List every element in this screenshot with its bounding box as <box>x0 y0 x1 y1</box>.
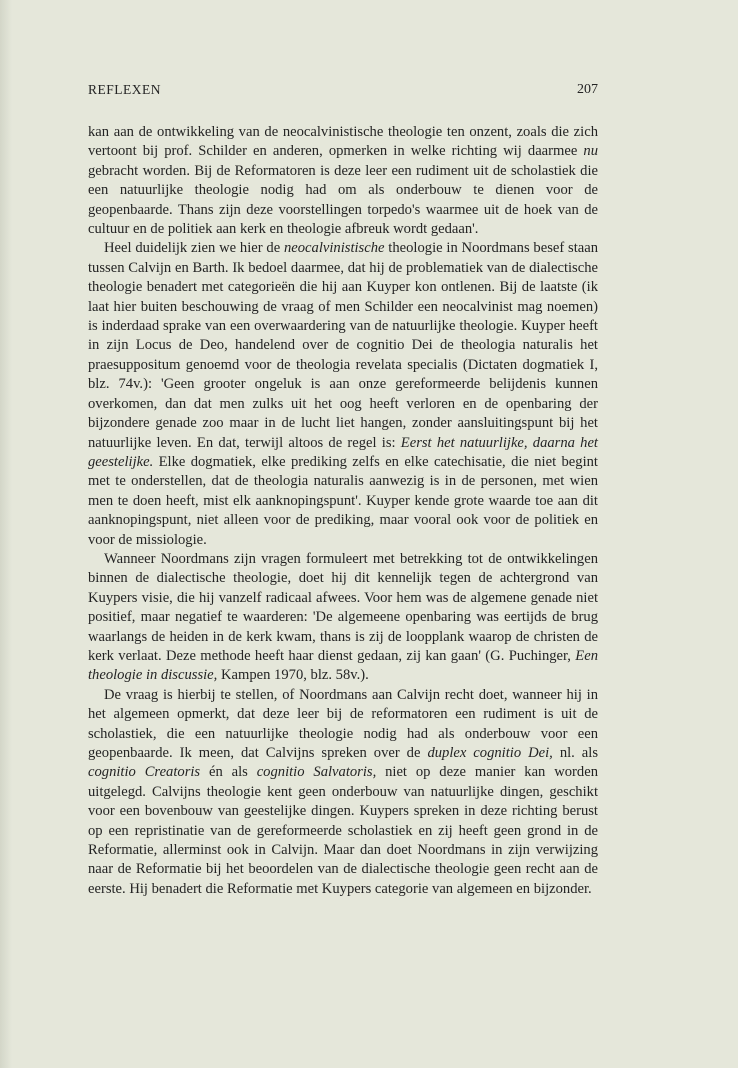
text-run: Elke dogmatiek, elke prediking zelfs en elke catechisatie, die niet begint met te onderstellen, dat de theologia naturalis aanwezig is in de personen, met wien men te doen heeft, mist elk aanknopingspunt'. Kuyper kende grote waarde toe aan dit aanknopingspunt, niet alleen voor de prediking, maar vooral ook voor de politiek en voor de missiologie. <box>88 453 598 548</box>
italic-text: Eerst het natuurlijke, daarna het geestelijke. <box>88 434 598 470</box>
text-run: niet op deze manier kan worden uitgelegd. Calvijns theologie kent geen onderbouw van natuurlijke dingen, geschikt voor een bovenbouw van geestelijke dingen. Kuypers spreken in deze richting berust op een repristinatie van de gereformeerde scholastiek en zij heeft geen grond in de Reformatie, allerminst ook in Calvijn. Maar dan doet Noordmans in zijn verwijzing naar de Reformatie bij het beoordelen van de dialectische theologie geen recht aan de eerste. Hij benadert die Reformatie met Kuypers categorie van algemeen en bijzonder. <box>88 764 598 897</box>
italic-text: cognitio Salvatoris, <box>256 764 377 781</box>
italic-text: duplex cognitio Dei, <box>427 745 553 761</box>
page-header <box>88 82 598 102</box>
text-run: Wanneer Noordmans zijn vragen formuleert met betrekking tot de ontwikkelingen binnen de dialectische theologie, doet hij dit kennelijk tegen de achtergrond van Kuypers visie, die hij vanzelf radicaal afwees. Voor hem was de algemene genade niet positief, maar negatief te waarderen: 'De algemeene openbaring was eertijds de brug waarlangs de heiden in de kerk kwam, thans is zij de loopplank waarop de christen de kerk verlaat. Deze methode heeft haar dienst gedaan, zij kan gaan' (G. Puchinger, <box>88 550 598 664</box>
italic-text: cognitio Creatoris <box>88 764 201 781</box>
page-shadow-edge <box>0 0 12 1068</box>
page-number: 207 <box>577 82 598 97</box>
text-run: theologie in Noordmans besef staan tussen Calvijn en Barth. Ik bedoel daarmee, dat hij de problematiek van de dialectische theologie benadert met categorieën die hij aan Kuyper kon ontlenen. Bij de laatste (ik laat hier buiten beschouwing de vraag of men Schilder een neocalvinist mag noemen) is inderdaad sprake van een overwaardering van de natuurlijke theologie. Kuyper heeft in zijn Locus de Deo, handelend over de cognitio Dei de theologia naturalis het praesuppositum genoemd voor de theologia revelata specialis (Dictaten dogmatiek I, blz. 74v.): 'Geen grooter ongeluk is aan onze gereformeerde belijdenis kunnen overkomen, dan dat men zulks uit het oog heeft verloren en de openbaring der bijzondere genade zoo maar in de lucht liet hangen, zonder aansluitingspunt bij het natuurlijke leven. En dat, terwijl altoos de regel is: <box>88 240 598 451</box>
paragraph <box>88 123 598 239</box>
italic-text: neocalvinistische <box>283 240 385 257</box>
running-head: REFLEXEN <box>88 82 161 97</box>
text-run: De vraag is hierbij te stellen, of Noordmans aan Calvijn recht doet, wanneer hij in het algemeen opmerkt, dat deze leer bij de reformatoren een rudiment is uit de scholastiek, die een natuurlijke theologie nodig had als onderbouw voor een geopenbaarde. Ik meen, dat Calvijns spreken over de <box>88 686 598 761</box>
text-run: nl. als <box>552 745 599 761</box>
text-run: Heel duidelijk zien we hier de <box>104 240 284 257</box>
text-run: gebracht worden. Bij de Reformatoren is deze leer een rudiment uit de scholastiek die een natuurlijke theologie nodig had om als onderbouw te dienen voor de geopenbaarde. Thans zijn deze voorstellingen torpedo's waarmee uit de hoek van de cultuur en de politiek aan kerk en theologie afbreuk wordt gedaan'. <box>88 162 598 238</box>
italic-text: nu <box>583 143 598 160</box>
paragraph <box>88 686 598 899</box>
paragraph <box>88 550 598 686</box>
text-run: Kampen 1970, blz. 58v.). <box>217 667 369 684</box>
body-text <box>88 123 598 899</box>
paragraph <box>88 239 598 550</box>
text-run: kan aan de ontwikkeling van de neocalvinistische theologie ten onzent, zoals die zich vertoont bij prof. Schilder en anderen, opmerken in welke richting wij daarmee <box>88 124 598 160</box>
italic-text: Een theologie in discussie, <box>88 647 598 684</box>
text-run: én als <box>200 764 257 781</box>
